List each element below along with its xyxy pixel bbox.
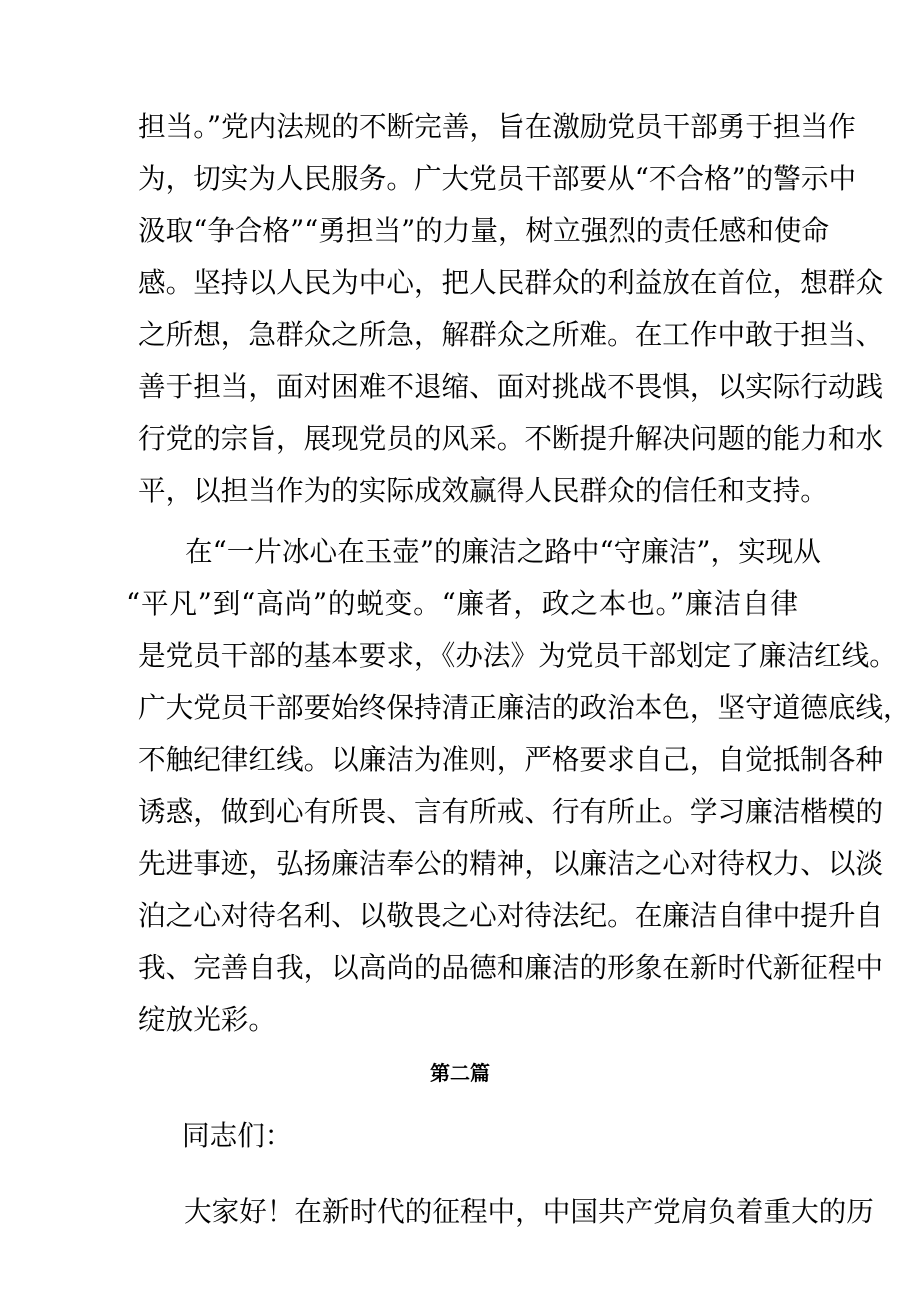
text-line: 我、完善自我，以高尚的品德和廉洁的形象在新时代新征程中 bbox=[138, 951, 884, 984]
text-line: 不触纪律红线。以廉洁为准则，严格要求自己，自觉抵制各种 bbox=[138, 743, 884, 776]
text-line: 汲取“争合格”“勇担当”的力量，树立强烈的责任感和使命 bbox=[138, 214, 830, 247]
text-line: 广大党员干部要始终保持清正廉洁的政治本色，坚守道德底线， bbox=[138, 691, 911, 724]
text-line: 绽放光彩。 bbox=[138, 1003, 276, 1036]
text-line: 感。坚持以人民为中心，把人民群众的利益放在首位，想群众 bbox=[138, 266, 884, 299]
text-line: 之所想，急群众之所急，解群众之所难。在工作中敢于担当、 bbox=[138, 318, 884, 351]
text-line: 在“一片冰心在玉壶”的廉洁之路中“守廉洁”，实现从 bbox=[185, 535, 821, 568]
greeting: 同志们： bbox=[182, 1119, 293, 1152]
text-line: 是党员干部的基本要求，《办法》为党员干部划定了廉洁红线。 bbox=[138, 639, 897, 672]
text-line: 先进事迹，弘扬廉洁奉公的精神，以廉洁之心对待权力、以淡 bbox=[138, 847, 884, 880]
text-line: 行党的宗旨，展现党员的风采。不断提升解决问题的能力和水 bbox=[138, 422, 884, 455]
text-line: 平，以担当作为的实际成效赢得人民群众的信任和支持。 bbox=[138, 474, 828, 507]
text-line: 诱惑，做到心有所畏、言有所戒、行有所止。学习廉洁楷模的 bbox=[138, 795, 884, 828]
text-line: “平凡”到“高尚”的蜕变。“廉者，政之本也。”廉洁自律 bbox=[126, 587, 798, 620]
text-line: 泊之心对待名利、以敬畏之心对待法纪。在廉洁自律中提升自 bbox=[138, 899, 884, 932]
text-line: 为，切实为人民服务。广大党员干部要从“不合格”的警示中 bbox=[138, 162, 857, 195]
opening-line: 大家好！在新时代的征程中，中国共产党肩负着重大的历 bbox=[184, 1195, 874, 1228]
section-heading: 第二篇 bbox=[430, 1061, 490, 1085]
text-line: 善于担当，面对困难不退缩、面对挑战不畏惧，以实际行动践 bbox=[138, 370, 884, 403]
text-line: 担当。”党内法规的不断完善，旨在激励党员干部勇于担当作 bbox=[138, 110, 856, 143]
